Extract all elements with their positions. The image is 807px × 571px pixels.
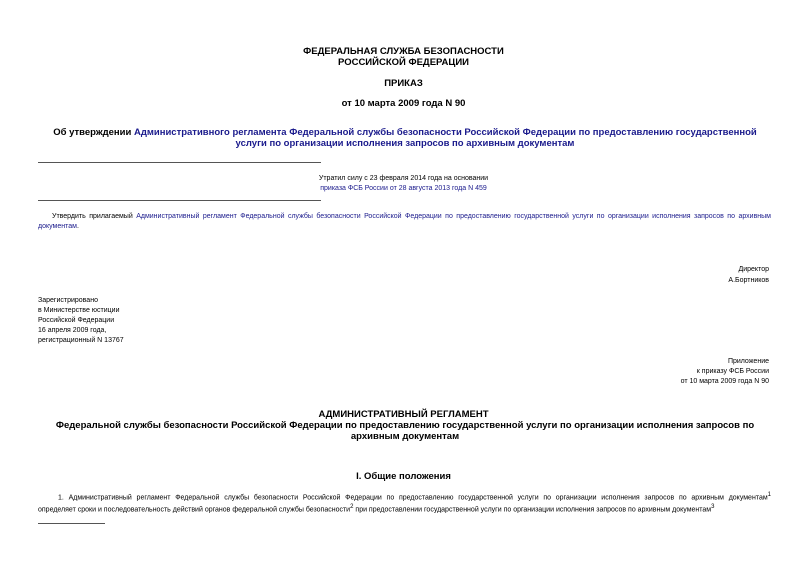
footnote-ref[interactable]: 3 — [711, 504, 715, 510]
invalidation-note: Утратил силу с 23 февраля 2014 года на основании — [318, 175, 489, 182]
footnote-ref[interactable]: 2 — [350, 504, 354, 510]
registration-block — [38, 296, 124, 346]
registration-line: 16 апреля 2009 года, — [38, 327, 107, 334]
registration-line: Российской Федерации — [38, 317, 115, 324]
appendix-line: к приказу ФСБ России — [696, 368, 769, 375]
divider-top — [38, 162, 321, 163]
signature-name: А.Бортников — [728, 277, 769, 284]
approve-prefix: Утвердить прилагаемый — [52, 213, 137, 220]
agency-name-line1: ФЕДЕРАЛЬНАЯ СЛУЖБА БЕЗОПАСНОСТИ — [303, 46, 504, 57]
appendix-line: Приложение — [727, 358, 769, 365]
paragraph-text: определяет сроки и последовательность действий органов федеральной службы безопасности — [38, 506, 351, 514]
regulation-link[interactable]: Административного регламента Федеральной службы безопасности Российской Федерации по предоставлению государственной услуги по организации исполнения запросов по архивным документам — [133, 127, 757, 149]
paragraph-text: при предоставлении государственной услуги по организации исполнения запросов по архивным документам — [353, 506, 712, 514]
approve-paragraph — [38, 212, 771, 232]
signature-title: Директор — [738, 266, 769, 273]
approve-suffix: . — [76, 223, 79, 230]
paragraph-text: 1. Административный регламент Федеральной службы безопасности Российской Федерации по предоставлению государственной услуги по организации исполнения запросов по архивным документам — [58, 494, 768, 502]
agency-name-line2: РОССИЙСКОЙ ФЕДЕРАЦИИ — [337, 57, 469, 68]
document-type: ПРИКАЗ — [384, 78, 423, 89]
divider-bottom — [38, 200, 321, 201]
invalidation-link[interactable]: приказа ФСБ России от 28 августа 2013 года N 459 — [320, 185, 487, 192]
regulation-subtitle: Федеральной службы безопасности Российской Федерации по предоставлению государственной услуги по организации исполнения запросов по архивным документам — [55, 420, 755, 442]
document-date: от 10 марта 2009 года N 90 — [341, 98, 466, 109]
registration-line: Зарегистрировано — [38, 297, 98, 304]
footnote-divider — [38, 523, 105, 524]
appendix-line: от 10 марта 2009 года N 90 — [680, 378, 769, 385]
registration-line: в Министерстве юстиции — [38, 307, 120, 314]
section-heading: I. Общие положения — [356, 471, 451, 482]
registration-line: регистрационный N 13767 — [38, 337, 124, 344]
order-title — [50, 127, 760, 149]
regulation-title: АДМИНИСТРАТИВНЫЙ РЕГЛАМЕНТ — [318, 409, 489, 420]
section-paragraph-line2 — [38, 502, 771, 515]
order-title-prefix: Об утверждении — [53, 127, 134, 138]
approve-link[interactable]: Административный регламент Федеральной службы безопасности Российской Федерации по предоставлению государственной услуги по организации исполнения запросов по архивным документам — [38, 213, 771, 230]
appendix-block — [681, 357, 769, 387]
footnote-ref[interactable]: 1 — [767, 492, 771, 498]
